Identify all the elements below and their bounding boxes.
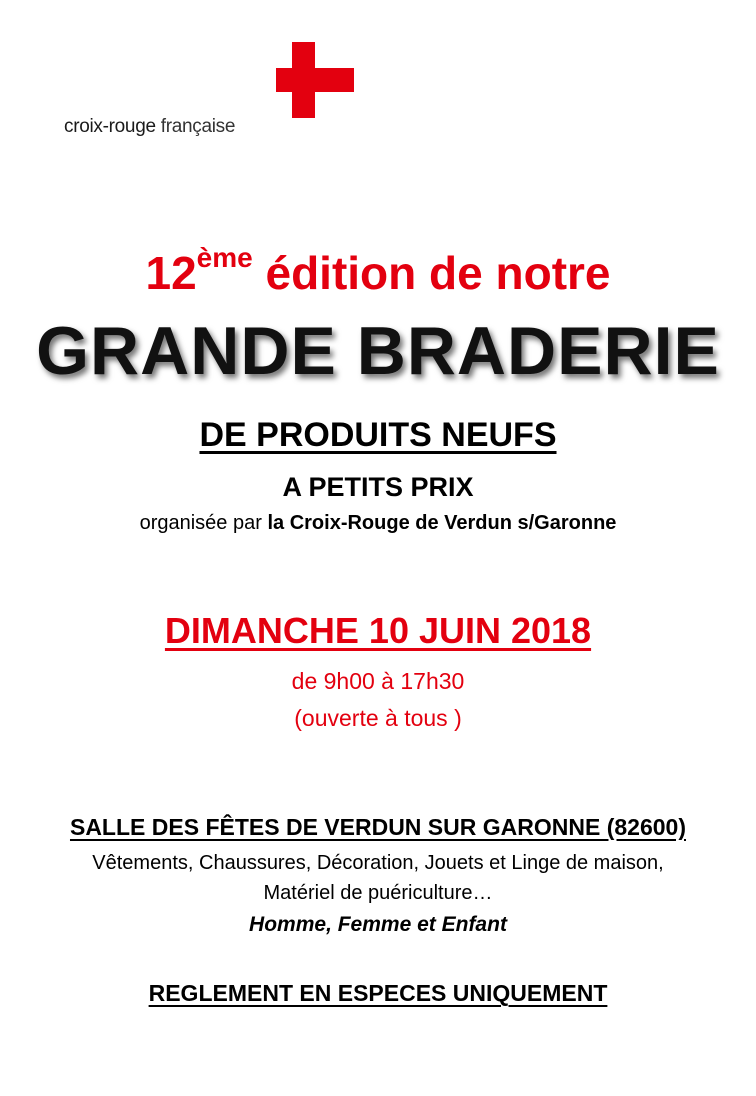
logo-text bbox=[64, 116, 235, 138]
event-date: DIMANCHE 10 JUIN 2018 bbox=[164, 610, 592, 651]
logo-text-main: croix-rouge bbox=[64, 116, 156, 137]
organizer-prefix: organisée par bbox=[139, 512, 268, 534]
subtitle: DE PRODUITS NEUFS bbox=[199, 416, 557, 454]
products-line-2: Matériel de puériculture… bbox=[263, 882, 493, 904]
red-cross-icon-bar bbox=[276, 68, 354, 92]
event-hours: de 9h00 à 17h30 bbox=[291, 668, 465, 694]
payment-notice: REGLEMENT EN ESPECES UNIQUEMENT bbox=[148, 980, 608, 1006]
tagline: A PETITS PRIX bbox=[282, 472, 474, 502]
edition-suffix: ème bbox=[196, 242, 253, 273]
edition-number: 12 bbox=[145, 247, 197, 299]
event-access: (ouverte à tous ) bbox=[294, 705, 462, 731]
organizer-name: la Croix-Rouge de Verdun s/Garonne bbox=[267, 512, 617, 534]
croix-rouge-logo bbox=[64, 42, 364, 142]
products-line-1: Vêtements, Chaussures, Décoration, Jouets et Linge de maison, bbox=[92, 852, 664, 874]
logo-text-light: française bbox=[160, 116, 236, 137]
organizer-line bbox=[0, 512, 756, 535]
edition-headline bbox=[0, 242, 756, 300]
venue: SALLE DES FÊTES DE VERDUN SUR GARONNE (82600) bbox=[69, 814, 686, 840]
audience: Homme, Femme et Enfant bbox=[249, 913, 507, 936]
edition-rest: édition de notre bbox=[252, 247, 611, 299]
main-title: GRANDE BRADERIE bbox=[36, 313, 720, 389]
